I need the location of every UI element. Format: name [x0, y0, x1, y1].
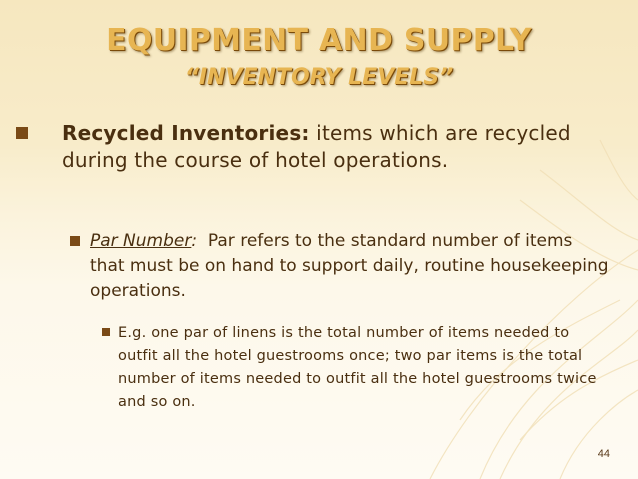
square-bullet-icon — [70, 236, 80, 246]
bullet-level-1 — [62, 120, 582, 174]
bullet-level-3 — [118, 322, 608, 414]
bullet-1-text: items which are recycled during the course of hotel operations. — [62, 121, 571, 172]
slide-title — [0, 24, 638, 93]
square-bullet-icon — [16, 127, 28, 139]
bullet-2-colon: : — [191, 231, 198, 251]
bullet-2-text: Par refers to the standard number of items that must be on hand to support daily, routine housekeeping operations. — [90, 231, 614, 301]
bullet-level-2 — [90, 229, 614, 304]
bullet-2-term: Par Number — [90, 231, 192, 251]
square-bullet-icon — [102, 328, 110, 336]
bullet-3-text: E.g. one par of linens is the total number of items needed to outfit all the hotel guestrooms once; two par items is the total number of items needed to outfit all the hotel guestrooms twice and so on. — [118, 325, 597, 410]
bullet-1-term: Recycled Inventories: — [62, 121, 310, 145]
page-number: 44 — [597, 448, 610, 460]
title-line-1: EQUIPMENT AND SUPPLY — [106, 23, 532, 58]
title-line-2: “INVENTORY LEVELS” — [184, 65, 454, 90]
